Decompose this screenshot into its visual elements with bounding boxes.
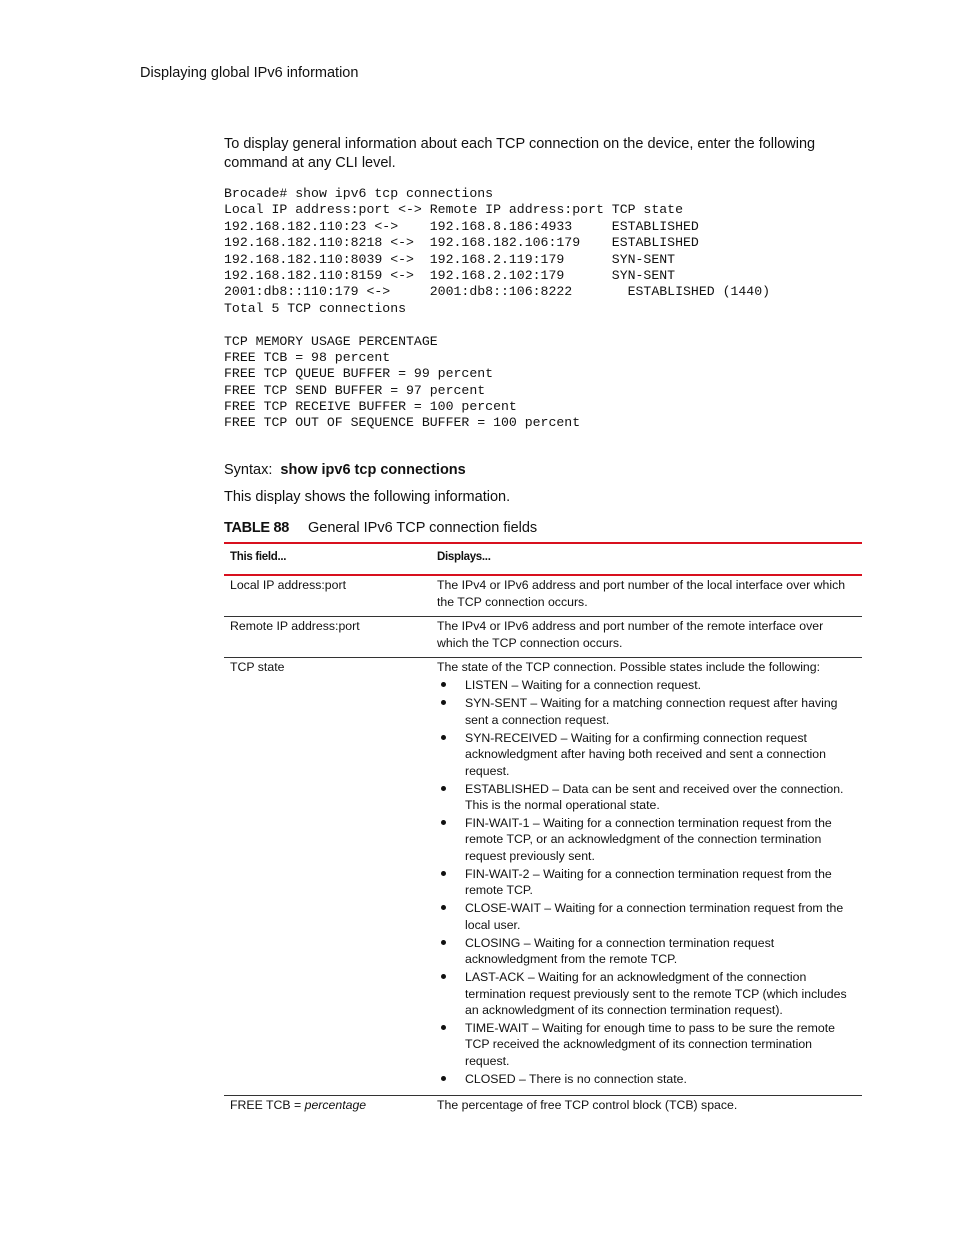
code-line: 192.168.182.110:23 <-> 192.168.8.186:4933 ESTABLISHED — [224, 218, 699, 234]
field-variable: percentage — [304, 1097, 367, 1112]
field-name: Remote IP address:port — [224, 617, 431, 658]
table-header-row — [224, 543, 862, 575]
code-line: Total 5 TCP connections — [224, 300, 407, 316]
field-description: The percentage of free TCP control block (TCB) space. — [437, 1097, 738, 1112]
field-name: TCP state — [224, 658, 431, 1096]
state-text: CLOSING – Waiting for a connection termination request acknowledgment from the remote TCP. — [465, 935, 775, 967]
code-line: FREE TCP RECEIVE BUFFER = 100 percent — [224, 399, 517, 415]
cli-output-block — [224, 186, 770, 432]
state-item — [437, 900, 856, 933]
code-line: Local IP address:port <-> Remote IP address:port TCP state — [224, 202, 683, 218]
state-text: SYN-SENT – Waiting for a matching connection request after having sent a connection request. — [465, 696, 838, 727]
table-title: General IPv6 TCP connection fields — [308, 520, 538, 536]
code-line: FREE TCP SEND BUFFER = 97 percent — [224, 382, 486, 398]
state-list — [437, 677, 856, 1087]
table-row — [224, 617, 862, 658]
state-item — [437, 695, 856, 728]
state-item — [437, 935, 856, 968]
state-text: CLOSED – There is no connection state. — [465, 1071, 687, 1086]
header-field: This field... — [224, 543, 431, 575]
field-description: The IPv4 or IPv6 address and port number of the remote interface over which the TCP connection occurs. — [431, 617, 862, 658]
bullet-icon — [441, 786, 446, 791]
page-header-title: Displaying global IPv6 information — [140, 65, 359, 81]
syntax-command: show ipv6 tcp connections — [280, 462, 466, 478]
bullet-icon — [441, 1076, 446, 1081]
bullet-icon — [441, 940, 446, 945]
table-label: TABLE 88 — [224, 520, 290, 536]
field-name: Local IP address:port — [224, 575, 431, 616]
state-item — [437, 677, 856, 693]
table-row — [224, 1095, 862, 1119]
code-line: 192.168.182.110:8039 <-> 192.168.2.119:179 SYN-SENT — [224, 251, 676, 267]
state-text: FIN-WAIT-2 – Waiting for a connection termination request from the remote TCP. — [465, 866, 832, 898]
field-name-cell — [224, 1095, 431, 1119]
code-line: FREE TCP OUT OF SEQUENCE BUFFER = 100 percent — [224, 415, 581, 431]
code-line: 2001:db8::110:179 <-> 2001:db8::106:8222 ESTABLISHED (1440) — [224, 284, 771, 300]
bullet-icon — [441, 1025, 446, 1030]
bullet-icon — [441, 700, 446, 705]
syntax-line — [224, 462, 466, 478]
field-description-cell — [431, 658, 862, 1096]
code-line: FREE TCP QUEUE BUFFER = 99 percent — [224, 366, 494, 382]
bullet-icon — [441, 820, 446, 825]
state-item — [437, 866, 856, 899]
display-description: This display shows the following information. — [224, 489, 511, 505]
code-line — [224, 317, 770, 333]
state-text: FIN-WAIT-1 – Waiting for a connection termination request from the remote TCP, or an acknowledgment of the connection termination request previously sent. — [465, 816, 832, 863]
bullet-icon — [441, 974, 446, 979]
bullet-icon — [441, 905, 446, 910]
fields-table — [224, 542, 862, 1119]
state-text: SYN-RECEIVED – Waiting for a confirming connection request acknowledgment after having both received and sent a connection request. — [465, 730, 826, 778]
bullet-icon — [441, 871, 446, 876]
code-line: 192.168.182.110:8159 <-> 192.168.2.102:179 SYN-SENT — [224, 267, 676, 283]
syntax-label: Syntax: — [224, 462, 273, 478]
state-item — [437, 781, 856, 814]
field-name: FREE TCB = — [230, 1097, 302, 1112]
state-text: CLOSE-WAIT – Waiting for a connection termination request from the local user. — [465, 901, 844, 932]
code-line: Brocade# show ipv6 tcp connections — [224, 186, 494, 201]
header-displays: Displays... — [431, 543, 862, 575]
bullet-icon — [441, 682, 446, 687]
bullet-icon — [441, 735, 446, 740]
state-item — [437, 1071, 856, 1087]
table-row — [224, 575, 862, 616]
state-text: ESTABLISHED – Data can be sent and received over the connection. This is the normal operational state. — [465, 781, 844, 813]
state-item — [437, 1020, 856, 1069]
intro-paragraph: To display general information about each TCP connection on the device, enter the following command at any CLI level. — [224, 136, 816, 171]
code-line: 192.168.182.110:8218 <-> 192.168.182.106:179 ESTABLISHED — [224, 235, 699, 251]
state-text: LISTEN – Waiting for a connection request. — [465, 678, 702, 693]
table-row — [224, 658, 862, 1096]
field-description: The state of the TCP connection. Possible states include the following: — [437, 660, 821, 675]
state-text: LAST-ACK – Waiting for an acknowledgment of the connection termination request previously sent to the remote TCP (which includes an acknowledgment of its connection termination request). — [465, 970, 847, 1017]
field-description: The IPv4 or IPv6 address and port number of the local interface over which the TCP connection occurs. — [431, 575, 862, 616]
table-caption — [224, 520, 537, 536]
code-line: FREE TCB = 98 percent — [224, 349, 391, 365]
state-item — [437, 730, 856, 779]
code-line: TCP MEMORY USAGE PERCENTAGE — [224, 333, 438, 349]
state-text: TIME-WAIT – Waiting for enough time to pass to be sure the remote TCP received the acknowledgment of its connection termination request. — [465, 1020, 835, 1068]
state-item — [437, 815, 856, 864]
state-item — [437, 969, 856, 1018]
